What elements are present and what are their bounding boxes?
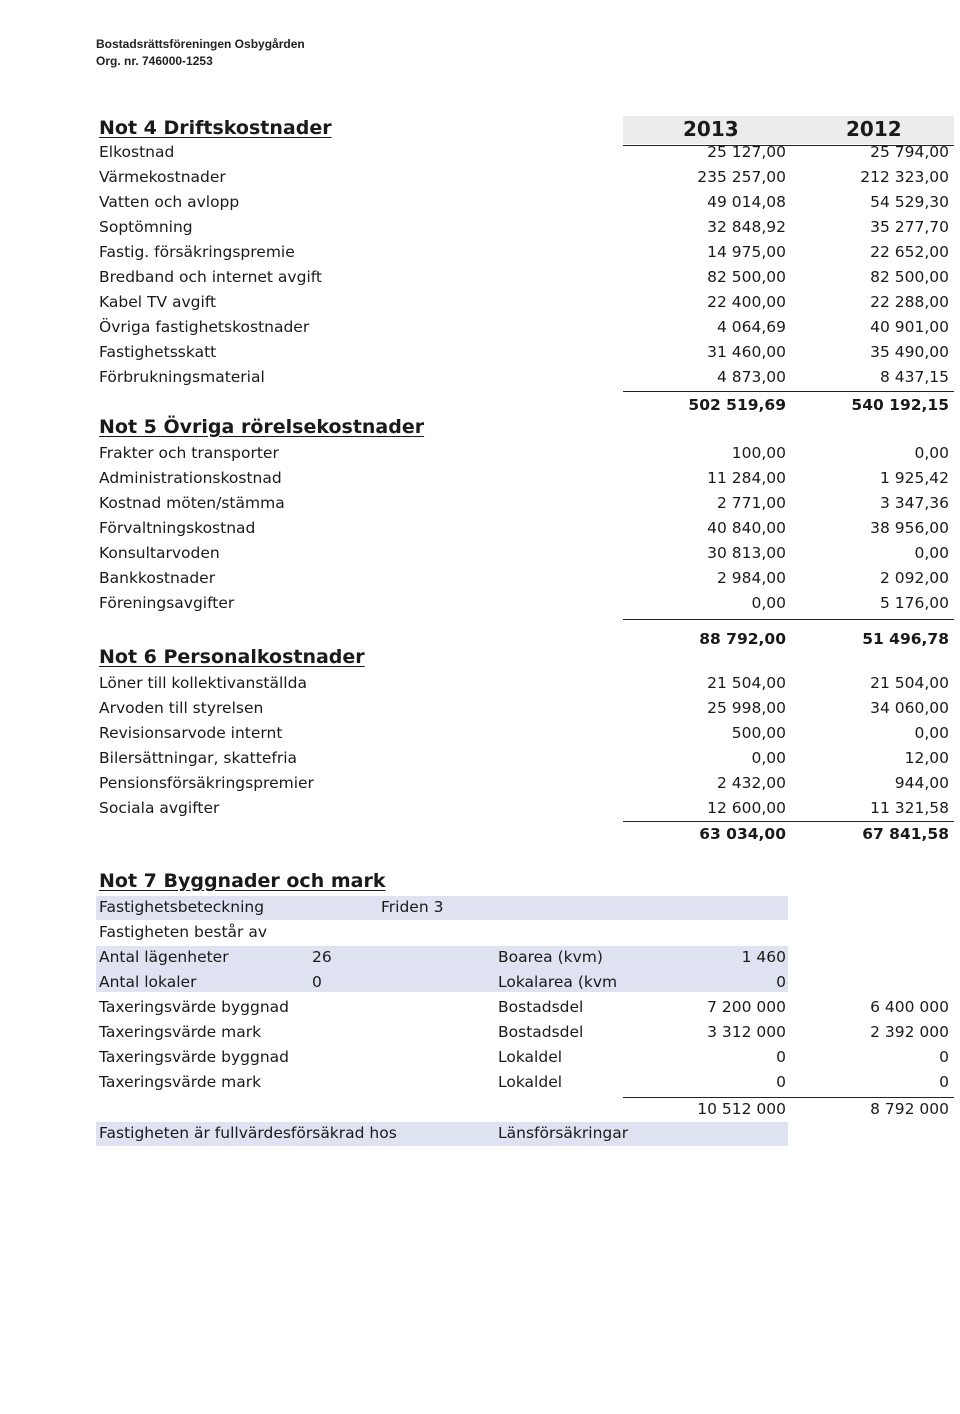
row-value-2012: 34 060,00 — [870, 699, 949, 717]
row-value-2013: 100,00 — [731, 444, 786, 462]
row-value-2012: 0,00 — [914, 444, 949, 462]
row-label: Administrationskostnad — [99, 469, 282, 487]
row-value-2013: 0,00 — [751, 594, 786, 612]
row-label: Bredband och internet avgift — [99, 268, 323, 286]
year-2013-header: 2013 — [683, 117, 739, 141]
boarea-value: 1 460 — [741, 948, 786, 966]
row-label: Kostnad möten/stämma — [99, 494, 285, 512]
year-2012-header: 2012 — [846, 117, 902, 141]
insurer-name: Länsförsäkringar — [498, 1124, 629, 1142]
table-row — [0, 1048, 960, 1073]
row-value-2013: 0 — [776, 1048, 786, 1066]
note6-title: Not 6 Personalkostnader — [99, 646, 365, 668]
row-part: Bostadsdel — [498, 998, 584, 1016]
table-row — [0, 594, 960, 619]
row-label: Taxeringsvärde byggnad — [99, 1048, 289, 1066]
row-value-2013: 2 432,00 — [716, 774, 786, 792]
table-row — [0, 193, 960, 218]
lokalarea-value: 0 — [776, 973, 786, 991]
note4-total-2013: 502 519,69 — [688, 396, 786, 414]
row-value-2013: 0 — [776, 1073, 786, 1091]
row-value-2013: 49 014,08 — [707, 193, 786, 211]
lokaler-value: 0 — [312, 973, 322, 991]
table-row — [0, 494, 960, 519]
insurance-row — [0, 1124, 960, 1149]
row-value-2013: 82 500,00 — [707, 268, 786, 286]
row-value-2012: 3 347,36 — [879, 494, 949, 512]
row-value-2012: 25 794,00 — [870, 143, 949, 161]
lagenheter-value: 26 — [312, 948, 332, 966]
row-value-2013: 12 600,00 — [707, 799, 786, 817]
note4-title: Not 4 Driftskostnader — [99, 117, 332, 139]
row-label: Förvaltningskostnad — [99, 519, 256, 537]
note6-sum-rule — [623, 821, 954, 822]
table-row — [0, 243, 960, 268]
row-value-2012: 35 277,70 — [870, 218, 949, 236]
boarea-label: Boarea (kvm) — [498, 948, 603, 966]
row-value-2013: 4 873,00 — [716, 368, 786, 386]
row-value-2012: 0 — [939, 1073, 949, 1091]
table-row — [0, 293, 960, 318]
row-value-2013: 2 984,00 — [716, 569, 786, 587]
fastighetsbeteckning-label: Fastighetsbeteckning — [99, 898, 265, 916]
note4-sum-rule — [623, 391, 954, 392]
note7-title: Not 7 Byggnader och mark — [99, 870, 386, 892]
row-value-2013: 25 127,00 — [707, 143, 786, 161]
table-row — [0, 218, 960, 243]
row-value-2013: 7 200 000 — [707, 998, 786, 1016]
fastighetsbeteckning-row — [0, 898, 960, 923]
row-value-2012: 40 901,00 — [870, 318, 949, 336]
org-number: Org. nr. 746000-1253 — [96, 54, 213, 68]
row-label: Kabel TV avgift — [99, 293, 217, 311]
row-value-2012: 11 321,58 — [870, 799, 949, 817]
table-row — [0, 1023, 960, 1048]
table-row — [0, 469, 960, 494]
row-value-2013: 21 504,00 — [707, 674, 786, 692]
row-label: Bankkostnader — [99, 569, 216, 587]
row-label: Taxeringsvärde byggnad — [99, 998, 289, 1016]
note7-total-2012: 8 792 000 — [870, 1100, 949, 1118]
row-value-2012: 6 400 000 — [870, 998, 949, 1016]
lagenheter-label: Antal lägenheter — [99, 948, 229, 966]
lokaler-row — [0, 973, 960, 998]
row-value-2012: 0,00 — [914, 544, 949, 562]
row-label: Soptömning — [99, 218, 193, 236]
row-value-2012: 35 490,00 — [870, 343, 949, 361]
row-value-2013: 14 975,00 — [707, 243, 786, 261]
row-label: Vatten och avlopp — [99, 193, 240, 211]
row-label: Värmekostnader — [99, 168, 226, 186]
row-part: Bostadsdel — [498, 1023, 584, 1041]
row-value-2012: 12,00 — [904, 749, 949, 767]
lagenheter-row — [0, 948, 960, 973]
row-value-2012: 0,00 — [914, 724, 949, 742]
row-value-2012: 2 392 000 — [870, 1023, 949, 1041]
note5-total-2012: 51 496,78 — [862, 630, 949, 648]
row-label: Sociala avgifter — [99, 799, 220, 817]
note5-title: Not 5 Övriga rörelsekostnader — [99, 416, 425, 438]
row-value-2012: 944,00 — [894, 774, 949, 792]
row-value-2012: 22 288,00 — [870, 293, 949, 311]
year-header-bar — [623, 116, 954, 144]
row-value-2013: 32 848,92 — [707, 218, 786, 236]
row-part: Lokaldel — [498, 1073, 563, 1091]
note7-sum-rule — [623, 1097, 954, 1098]
row-label: Fastighetsskatt — [99, 343, 217, 361]
fastigheten-bestar-label: Fastigheten består av — [99, 923, 268, 941]
table-row — [0, 444, 960, 469]
row-value-2013: 11 284,00 — [707, 469, 786, 487]
row-value-2013: 4 064,69 — [716, 318, 786, 336]
lokalarea-label: Lokalarea (kvm — [498, 973, 618, 991]
row-value-2012: 2 092,00 — [879, 569, 949, 587]
note5-sum-rule — [623, 619, 954, 620]
org-name: Bostadsrättsföreningen Osbygården — [96, 37, 305, 51]
note5-total-2013: 88 792,00 — [699, 630, 786, 648]
row-label: Elkostnad — [99, 143, 175, 161]
row-label: Övriga fastighetskostnader — [99, 318, 310, 336]
row-value-2012: 0 — [939, 1048, 949, 1066]
row-label: Fastig. försäkringspremie — [99, 243, 295, 261]
lokaler-label: Antal lokaler — [99, 973, 197, 991]
row-value-2013: 0,00 — [751, 749, 786, 767]
row-value-2013: 22 400,00 — [707, 293, 786, 311]
table-row — [0, 268, 960, 293]
table-row — [0, 519, 960, 544]
table-row — [0, 674, 960, 699]
table-row — [0, 724, 960, 749]
row-value-2012: 1 925,42 — [879, 469, 949, 487]
row-value-2013: 25 998,00 — [707, 699, 786, 717]
row-label: Frakter och transporter — [99, 444, 279, 462]
table-row — [0, 368, 960, 393]
row-label: Revisionsarvode internt — [99, 724, 283, 742]
row-value-2012: 212 323,00 — [860, 168, 949, 186]
row-value-2013: 500,00 — [731, 724, 786, 742]
row-value-2012: 82 500,00 — [870, 268, 949, 286]
table-row — [0, 774, 960, 799]
table-row — [0, 998, 960, 1023]
row-value-2013: 2 771,00 — [716, 494, 786, 512]
row-value-2012: 54 529,30 — [870, 193, 949, 211]
fastigheten-bestar-row — [0, 923, 960, 948]
fastighetsbeteckning-value: Friden 3 — [381, 898, 444, 916]
row-label: Arvoden till styrelsen — [99, 699, 264, 717]
note6-total-2013: 63 034,00 — [699, 825, 786, 843]
row-label: Löner till kollektivanställda — [99, 674, 307, 692]
table-row — [0, 569, 960, 594]
note4-total-2012: 540 192,15 — [851, 396, 949, 414]
row-label: Pensionsförsäkringspremier — [99, 774, 314, 792]
row-label: Taxeringsvärde mark — [99, 1073, 262, 1091]
row-label: Föreningsavgifter — [99, 594, 235, 612]
note6-total-row — [0, 825, 960, 850]
row-value-2012: 21 504,00 — [870, 674, 949, 692]
row-value-2013: 31 460,00 — [707, 343, 786, 361]
note7-total-2013: 10 512 000 — [697, 1100, 786, 1118]
row-label: Konsultarvoden — [99, 544, 220, 562]
table-row — [0, 318, 960, 343]
row-value-2012: 38 956,00 — [870, 519, 949, 537]
table-row — [0, 143, 960, 168]
row-label: Bilersättningar, skattefria — [99, 749, 298, 767]
table-row — [0, 343, 960, 368]
row-label: Förbrukningsmaterial — [99, 368, 265, 386]
row-value-2013: 235 257,00 — [697, 168, 786, 186]
row-value-2013: 40 840,00 — [707, 519, 786, 537]
row-part: Lokaldel — [498, 1048, 563, 1066]
insurance-label: Fastigheten är fullvärdesförsäkrad hos — [99, 1124, 397, 1142]
row-value-2012: 5 176,00 — [879, 594, 949, 612]
table-row — [0, 699, 960, 724]
row-value-2012: 22 652,00 — [870, 243, 949, 261]
row-value-2012: 8 437,15 — [879, 368, 949, 386]
table-row — [0, 168, 960, 193]
table-row — [0, 1073, 960, 1098]
table-row — [0, 749, 960, 774]
row-value-2013: 3 312 000 — [707, 1023, 786, 1041]
table-row — [0, 544, 960, 569]
row-label: Taxeringsvärde mark — [99, 1023, 262, 1041]
row-value-2013: 30 813,00 — [707, 544, 786, 562]
note6-total-2012: 67 841,58 — [862, 825, 949, 843]
